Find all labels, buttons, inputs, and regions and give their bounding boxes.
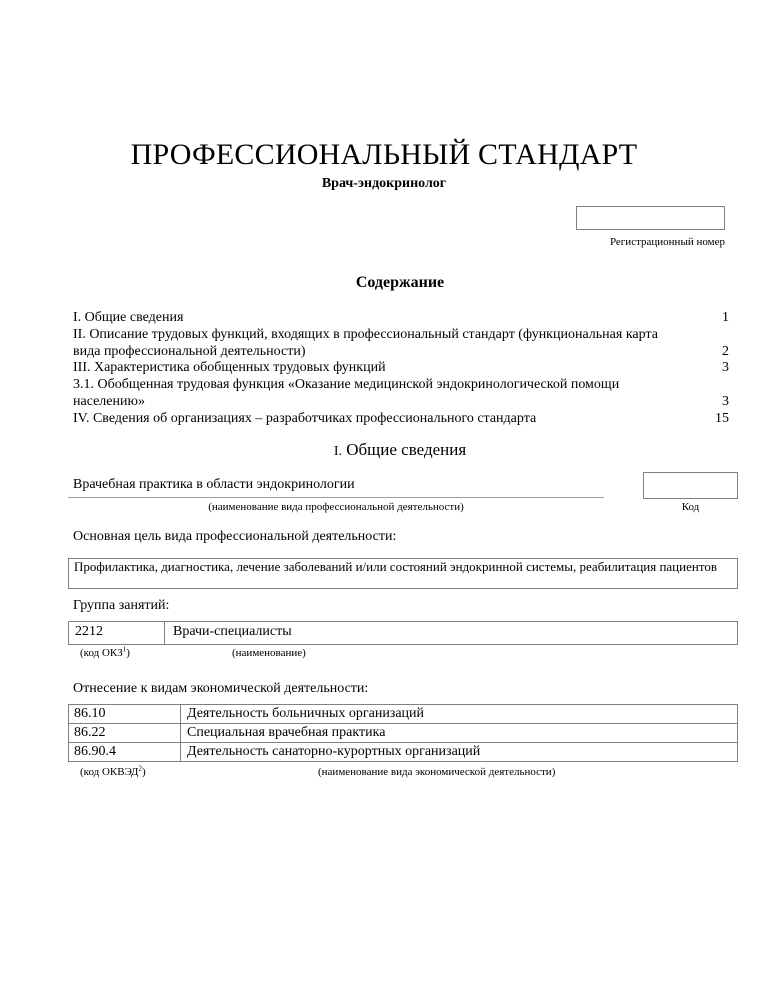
economic-activity-heading: Отнесение к видам экономической деятельности:: [73, 681, 369, 696]
activity-code-field[interactable]: [643, 472, 738, 499]
economic-activity-table: [68, 704, 738, 762]
toc-item-text: населению»: [73, 393, 145, 409]
occupation-name-caption: (наименование): [232, 647, 306, 659]
toc-item-page: 3: [722, 393, 729, 409]
okved-name: Деятельность санаторно-курортных организаций: [187, 744, 481, 759]
activity-code-caption: Код: [681, 501, 700, 513]
okved-code-caption: (код ОКВЭД$^2$): [80, 764, 146, 778]
occupation-group-table: [68, 621, 738, 645]
toc-item-text: III. Характеристика обобщенных трудовых функций: [73, 360, 386, 376]
registration-number-label: Регистрационный номер: [609, 236, 725, 248]
okved-code: 86.90.4: [69, 743, 181, 761]
table-row: [69, 723, 737, 742]
toc-item[interactable]: [73, 327, 729, 361]
toc-item-text-line1: II. Описание трудовых функций, входящих в профессиональный стандарт (функциональная карта: [73, 326, 658, 342]
okved-name-caption: (наименование вида экономической деятельности): [318, 766, 556, 778]
occupation-group-code: 2212: [69, 622, 165, 644]
toc-item-page: 1: [722, 310, 729, 325]
okved-code: 86.10: [69, 705, 181, 723]
toc-item[interactable]: [73, 310, 729, 327]
toc-item-text: IV. Сведения об организациях – разработчиках профессионального стандарта: [73, 410, 537, 426]
okved-name: Деятельность больничных организаций: [187, 706, 425, 721]
section-number: I.: [333, 444, 342, 459]
goal-heading: Основная цель вида профессиональной деятельности:: [73, 529, 397, 544]
okved-code: 86.22: [69, 724, 181, 742]
goal-text-box: Профилактика, диагностика, лечение заболеваний и/или состояний эндокринной системы, реабилитация пациентов: [68, 558, 738, 589]
section-title: Общие сведения: [346, 440, 467, 459]
toc-item[interactable]: [73, 411, 729, 428]
occupation-group-name: Врачи-специалисты: [173, 624, 292, 639]
table-row: [69, 742, 737, 761]
document-subtitle: Врач-эндокринолог: [321, 176, 447, 191]
toc-item-page: 3: [722, 360, 729, 376]
toc-item-page: 2: [722, 343, 729, 359]
document-title: ПРОФЕССИОНАЛЬНЫЙ СТАНДАРТ: [130, 138, 638, 171]
okved-name: Специальная врачебная практика: [187, 725, 386, 740]
activity-underline: [68, 497, 604, 498]
activity-caption: (наименование вида профессиональной деятельности): [208, 501, 464, 513]
table-of-contents: [73, 310, 729, 428]
activity-name: Врачебная практика в области эндокринологии: [73, 477, 355, 492]
contents-heading: Содержание: [355, 274, 445, 291]
toc-item-page: 15: [715, 410, 729, 426]
occupation-group-heading: Группа занятий:: [73, 598, 170, 613]
toc-item-text: I. Общие сведения: [73, 310, 184, 325]
registration-number-field[interactable]: [576, 206, 725, 230]
section-heading: [0, 440, 768, 460]
table-row: [69, 705, 737, 723]
okz-code-caption: (код ОКЗ$^1$): [80, 645, 130, 659]
toc-item-text-line1: 3.1. Обобщенная трудовая функция «Оказание медицинской эндокринологической помощи: [73, 377, 620, 393]
toc-item[interactable]: [73, 377, 729, 411]
toc-item-text: вида профессиональной деятельности): [73, 343, 306, 359]
toc-item[interactable]: [73, 360, 729, 377]
